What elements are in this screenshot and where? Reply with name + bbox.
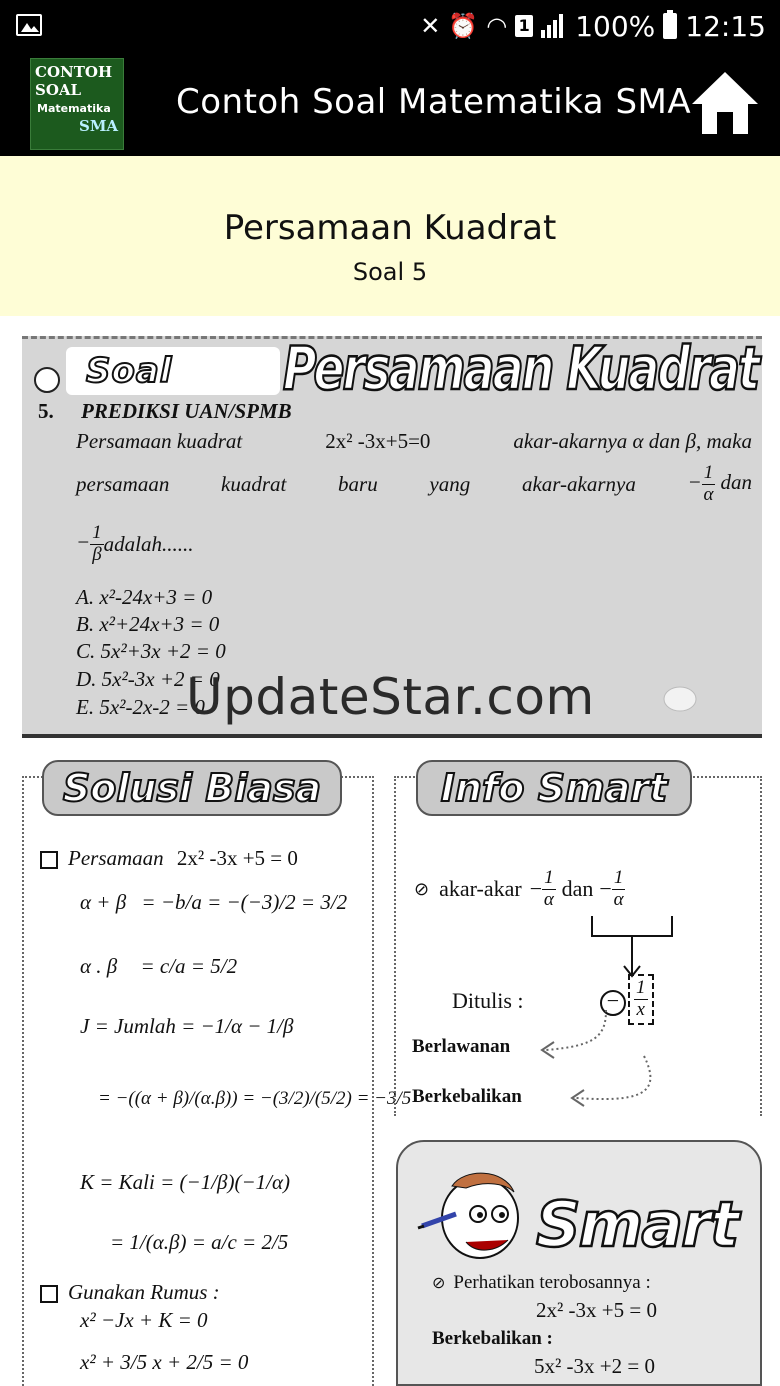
answer-option-a: A. x²-24x+3 = 0 [76,585,213,609]
pen-icon [658,679,702,719]
question-text: adalah...... [103,531,194,556]
question-number: 5. [38,399,54,423]
sim-icon: 1 [515,15,533,37]
frac-num: 1 [703,462,714,483]
minus-circle-icon: − [600,990,626,1016]
frac-den: β [92,543,102,565]
solution-text: α + β [80,890,127,914]
signal-icon [541,14,567,38]
solution-text: 2x² -3x +5 = 0 [176,846,298,870]
solution-text: = −b/a = −(−3)/2 = 3/2 [141,890,348,914]
solution-line: x² + 3/5 x + 2/5 = 0 [80,1350,249,1374]
solution-text: Persamaan [68,846,164,870]
status-bar [0,0,780,52]
question-text: dan [720,470,752,495]
question-heading [38,399,292,424]
checkbox-icon [40,851,58,869]
question-equation: 2x² -3x+5=0 [325,429,431,453]
solution-line [80,890,347,915]
home-icon [690,70,760,136]
berkebalikan-label: Berkebalikan [412,1086,522,1107]
ditulis-label: Ditulis : [452,988,524,1013]
question-text: akar-akarnya [521,471,636,496]
bracket-arrow [586,914,686,980]
smart-berkebalikan: Berkebalikan : [432,1328,553,1349]
thinking-man-icon [416,1162,536,1272]
battery-percent: 100% [575,9,656,43]
mute-icon: ✕ [420,12,441,40]
frac-num: 1 [92,522,102,543]
solution-line [40,846,298,871]
solution-line [80,954,237,979]
question-line [76,523,194,566]
solution-text: α . β [80,954,118,978]
berlawanan-label: Berlawanan [412,1036,511,1057]
smart-title: Smart [536,1188,738,1261]
app-bar [0,52,780,156]
question-line [76,429,752,454]
solution-banner: Solusi Biasa [42,760,342,816]
info-banner: Info Smart [416,760,692,816]
wifi-icon: ◠ [486,12,508,40]
logo-line: CONTOH [35,63,113,81]
battery-icon [663,13,677,39]
page-subtitle: Soal 5 [352,258,428,286]
image-notification-icon [16,14,42,36]
question-heading-text: PREDIKSI UAN/SPMB [81,399,292,423]
clock: 12:15 [685,9,766,43]
question-text: Persamaan kuadrat [76,429,243,453]
question-line [76,463,752,506]
frac-num: 1 [636,977,646,998]
smart-equation: 5x² -3x +2 = 0 [534,1354,655,1378]
logo-line: Matematika [37,102,111,115]
smart-equation: 2x² -3x +5 = 0 [536,1298,657,1322]
smart-line [432,1272,651,1294]
solution-line [40,1280,220,1305]
answer-option-d: D. 5x²-3x +2 = 0 [76,667,220,691]
solution-line: K = Kali = (−1/β)(−1/α) [80,1170,290,1194]
page-title: Persamaan Kuadrat [223,208,557,248]
smart-panel [396,1140,762,1386]
info-text: akar-akar [439,876,522,902]
home-button[interactable] [690,70,760,136]
solution-panel [22,766,412,1386]
divider [22,734,762,738]
answer-option-b: B. x²+24x+3 = 0 [76,612,220,636]
question-text: kuadrat [221,471,287,496]
dotted-arrows [536,1006,666,1110]
frac-den: α [703,483,714,505]
radio-icon [34,367,60,393]
watermark: UpdateStar.com [186,668,595,726]
status-icons [420,8,766,44]
app-logo [30,58,124,150]
solution-line: J = Jumlah = −1/α − 1/β [80,1014,294,1038]
solution-line: x² −Jx + K = 0 [80,1308,208,1332]
frac-den: x [636,998,645,1020]
info-panel [394,766,762,1116]
checkbox-icon [40,1285,58,1303]
info-text: dan [561,876,594,902]
question-text: akar-akarnya α dan β, maka [513,429,752,453]
info-line: ⊘ akar-akar − $\frac{1}{\alpha}$ dan − $\frac{1}{\alpha}$ [414,867,624,910]
solution-text: Gunakan Rumus : [68,1280,220,1304]
solution-line: = −((α + β)/(α.β)) = −(3/2)/(5/2) = −3/5 [98,1088,412,1109]
alarm-icon: ⏰ [448,12,479,40]
solution-line: = 1/(α.β) = a/c = 2/5 [110,1230,289,1254]
app-title: Contoh Soal Matematika SMA [176,82,692,122]
soal-banner: Persamaan Kuadrat [282,333,758,404]
question-text: baru [338,471,378,496]
question-text: persamaan [76,471,170,496]
question-text: yang [429,471,471,496]
eye-crossed-icon: ⊘ [432,1275,446,1292]
answer-option-c: C. 5x²+3x +2 = 0 [76,639,226,663]
answer-option-e: E. 5x²-2x-2 = 0 [76,695,205,719]
smart-text: Perhatikan terobosannya : [453,1272,651,1293]
soal-label: Soal [66,347,280,395]
page-header [0,156,780,316]
frac-beta: − $\frac{1}{\beta}$ [76,522,102,565]
logo-line: SOAL [35,81,82,99]
logo-line: SMA [79,117,119,135]
eye-crossed-icon: ⊘ [414,878,430,899]
solution-text: = c/a = 5/2 [140,954,238,978]
frac-alpha: − $\frac{1}{\alpha}$ dan [687,462,752,505]
